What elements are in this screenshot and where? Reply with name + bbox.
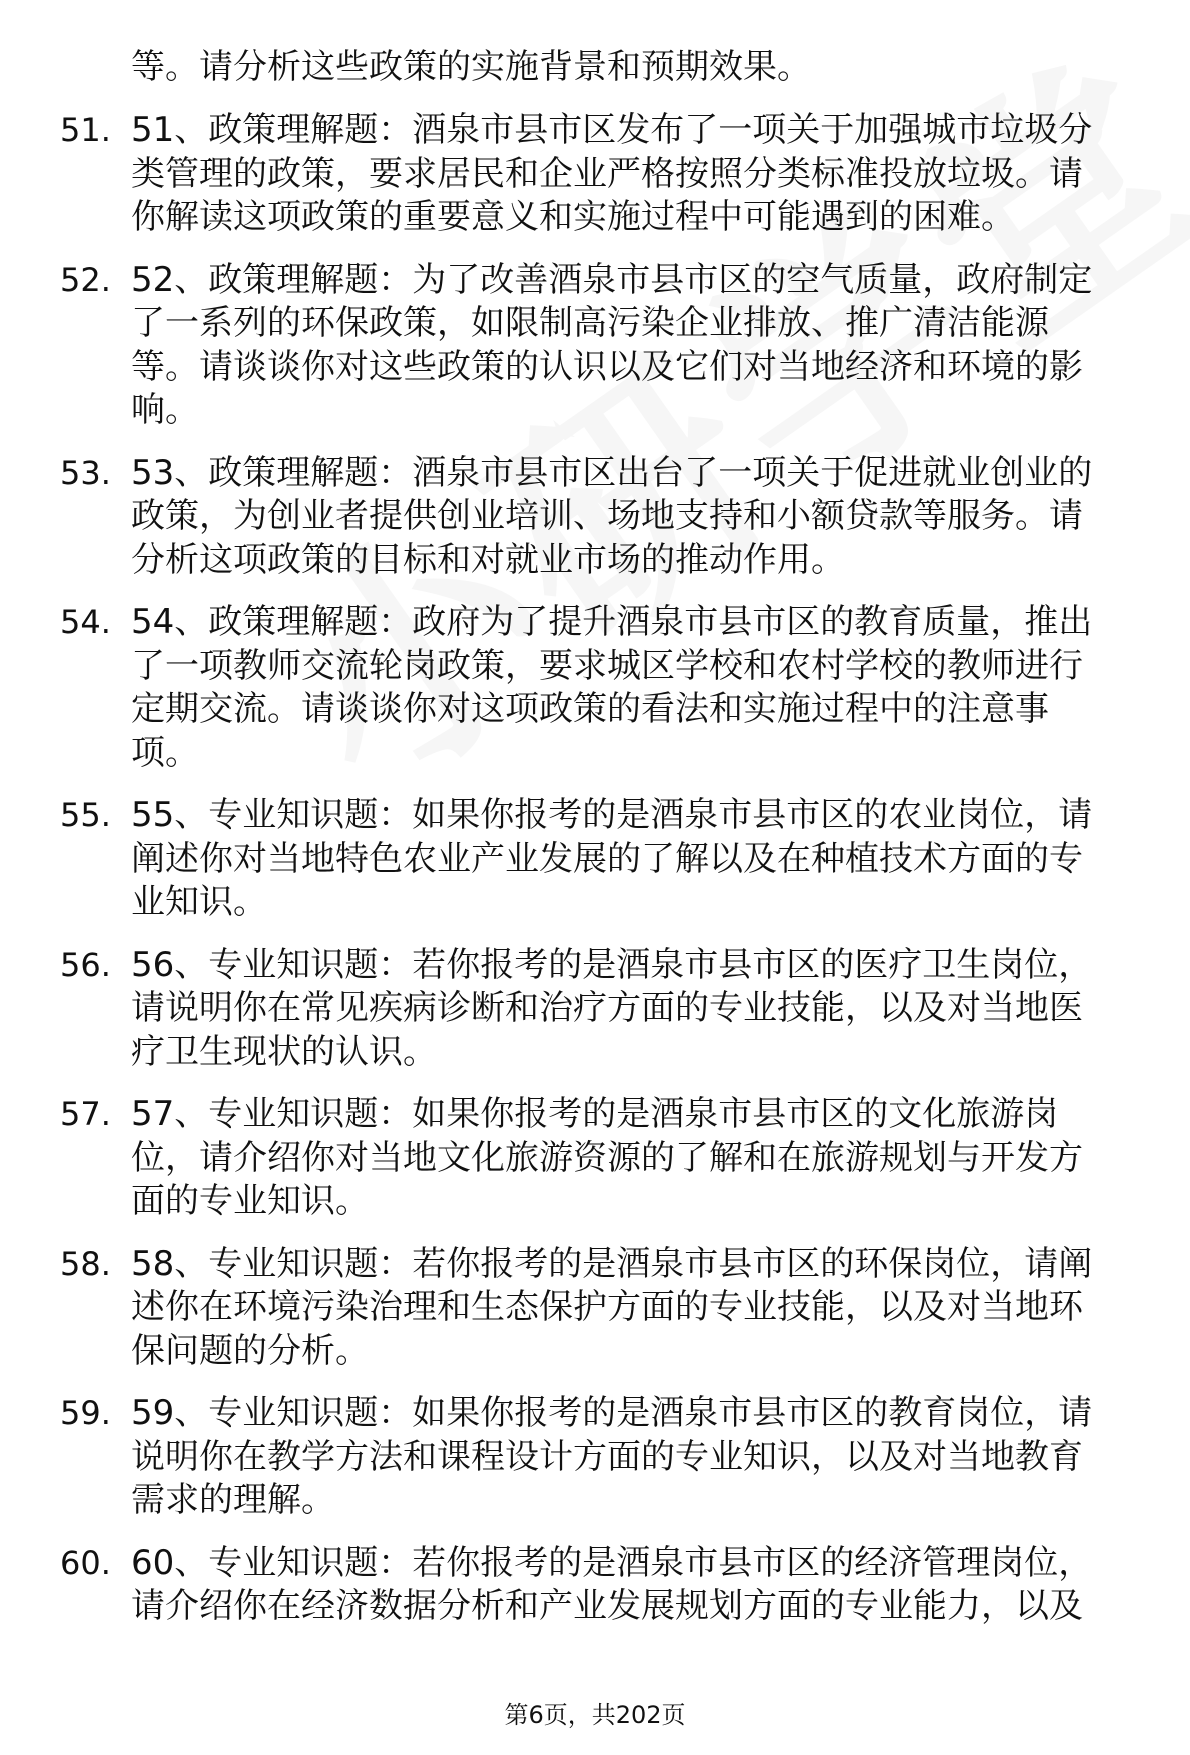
item-text bbox=[131, 944, 1155, 1075]
item-text-line: 57、专业知识题：如果你报考的是酒泉市县市区的文化旅游岗 bbox=[131, 1094, 1059, 1134]
item-text-line: 述你在环境污染治理和生态保护方面的专业技能，以及对当地环 bbox=[131, 1287, 1083, 1327]
item-text-line: 项。 bbox=[131, 732, 199, 773]
item-text-line: 你解读这项政策的重要意义和实施过程中可能遇到的困难。 bbox=[131, 197, 1015, 237]
item-number: 55. bbox=[60, 796, 111, 834]
item-text bbox=[131, 109, 1155, 240]
item-text-line: 类管理的政策，要求居民和企业严格按照分类标准投放垃圾。请 bbox=[131, 153, 1083, 194]
item-number: 59. bbox=[60, 1394, 111, 1432]
item-text bbox=[131, 452, 1155, 583]
list-item bbox=[60, 794, 1155, 925]
item-text bbox=[131, 1392, 1155, 1523]
item-number: 58. bbox=[60, 1244, 111, 1283]
item-text-line: 面的专业知识。 bbox=[131, 1181, 369, 1221]
list-item bbox=[60, 1093, 1155, 1224]
item-text bbox=[131, 601, 1155, 775]
item-text-line: 保问题的分析。 bbox=[131, 1330, 369, 1371]
item-number: 51. bbox=[60, 111, 111, 149]
item-text-line: 了一项教师交流轮岗政策，要求城区学校和农村学校的教师进行 bbox=[131, 645, 1083, 686]
item-number: 60. bbox=[60, 1543, 111, 1582]
question-list bbox=[60, 46, 1155, 1629]
page-footer: 第6页，共202页 bbox=[504, 1701, 686, 1729]
item-number: 57. bbox=[60, 1095, 111, 1133]
item-text-line: 响。 bbox=[131, 390, 199, 430]
item-number: 52. bbox=[60, 260, 111, 299]
list-item bbox=[60, 1392, 1155, 1523]
list-item bbox=[60, 109, 1155, 240]
item-text-line: 58、专业知识题：若你报考的是酒泉市县市区的环保岗位，请阐 bbox=[131, 1243, 1093, 1284]
item-text-line: 52、政策理解题：为了改善酒泉市县市区的空气质量，政府制定 bbox=[131, 259, 1093, 300]
item-text-line: 等。请谈谈你对这些政策的认识以及它们对当地经济和环境的影 bbox=[131, 346, 1083, 387]
item-text-line: 说明你在教学方法和课程设计方面的专业知识，以及对当地教育 bbox=[131, 1436, 1083, 1477]
list-item bbox=[60, 1542, 1155, 1629]
item-text-line: 政策，为创业者提供创业培训、场地支持和小额贷款等服务。请 bbox=[131, 496, 1083, 536]
item-number: 56. bbox=[60, 945, 111, 984]
item-number: 54. bbox=[60, 603, 111, 641]
item-text-line: 56、专业知识题：若你报考的是酒泉市县市区的医疗卫生岗位， bbox=[131, 944, 1093, 985]
item-text-line: 需求的理解。 bbox=[131, 1480, 335, 1520]
item-number: 53. bbox=[60, 453, 111, 492]
continuation-text: 等。请分析这些政策的实施背景和预期效果。 bbox=[131, 47, 811, 87]
item-text-line: 阐述你对当地特色农业产业发展的了解以及在种植技术方面的专 bbox=[131, 838, 1083, 879]
item-text bbox=[131, 259, 1155, 433]
item-text-line: 60、专业知识题：若你报考的是酒泉市县市区的经济管理岗位， bbox=[131, 1542, 1093, 1583]
list-item bbox=[60, 259, 1155, 433]
item-text-line: 55、专业知识题：如果你报考的是酒泉市县市区的农业岗位，请 bbox=[131, 795, 1093, 835]
list-item bbox=[60, 601, 1155, 775]
list-item bbox=[60, 944, 1155, 1075]
item-text-line: 53、政策理解题：酒泉市县市区出台了一项关于促进就业创业的 bbox=[131, 452, 1093, 493]
item-text-line: 59、专业知识题：如果你报考的是酒泉市县市区的教育岗位，请 bbox=[131, 1393, 1093, 1433]
item-text-line: 分析这项政策的目标和对就业市场的推动作用。 bbox=[131, 539, 845, 580]
item-text-line: 位，请介绍你对当地文化旅游资源的了解和在旅游规划与开发方 bbox=[131, 1137, 1083, 1178]
item-text bbox=[131, 1093, 1155, 1224]
item-text-line: 业知识。 bbox=[131, 882, 267, 922]
item-text-line: 请介绍你在经济数据分析和产业发展规划方面的专业能力，以及 bbox=[131, 1586, 1083, 1626]
item-text-line: 了一系列的环保政策，如限制高污染企业排放、推广清洁能源 bbox=[131, 303, 1049, 343]
item-text bbox=[131, 1243, 1155, 1374]
item-text-line: 定期交流。请谈谈你对这项政策的看法和实施过程中的注意事 bbox=[131, 689, 1049, 729]
item-text-line: 请说明你在常见疾病诊断和治疗方面的专业技能，以及对当地医 bbox=[131, 988, 1083, 1028]
item-text-line: 54、政策理解题：政府为了提升酒泉市县市区的教育质量，推出 bbox=[131, 602, 1093, 642]
item-text-line: 疗卫生现状的认识。 bbox=[131, 1031, 437, 1072]
items-container bbox=[60, 109, 1155, 1629]
list-item bbox=[60, 1243, 1155, 1374]
item-text bbox=[131, 1542, 1155, 1629]
list-item bbox=[60, 452, 1155, 583]
item-text-line: 51、政策理解题：酒泉市县市区发布了一项关于加强城市垃圾分 bbox=[131, 110, 1093, 150]
item-text bbox=[131, 794, 1155, 925]
